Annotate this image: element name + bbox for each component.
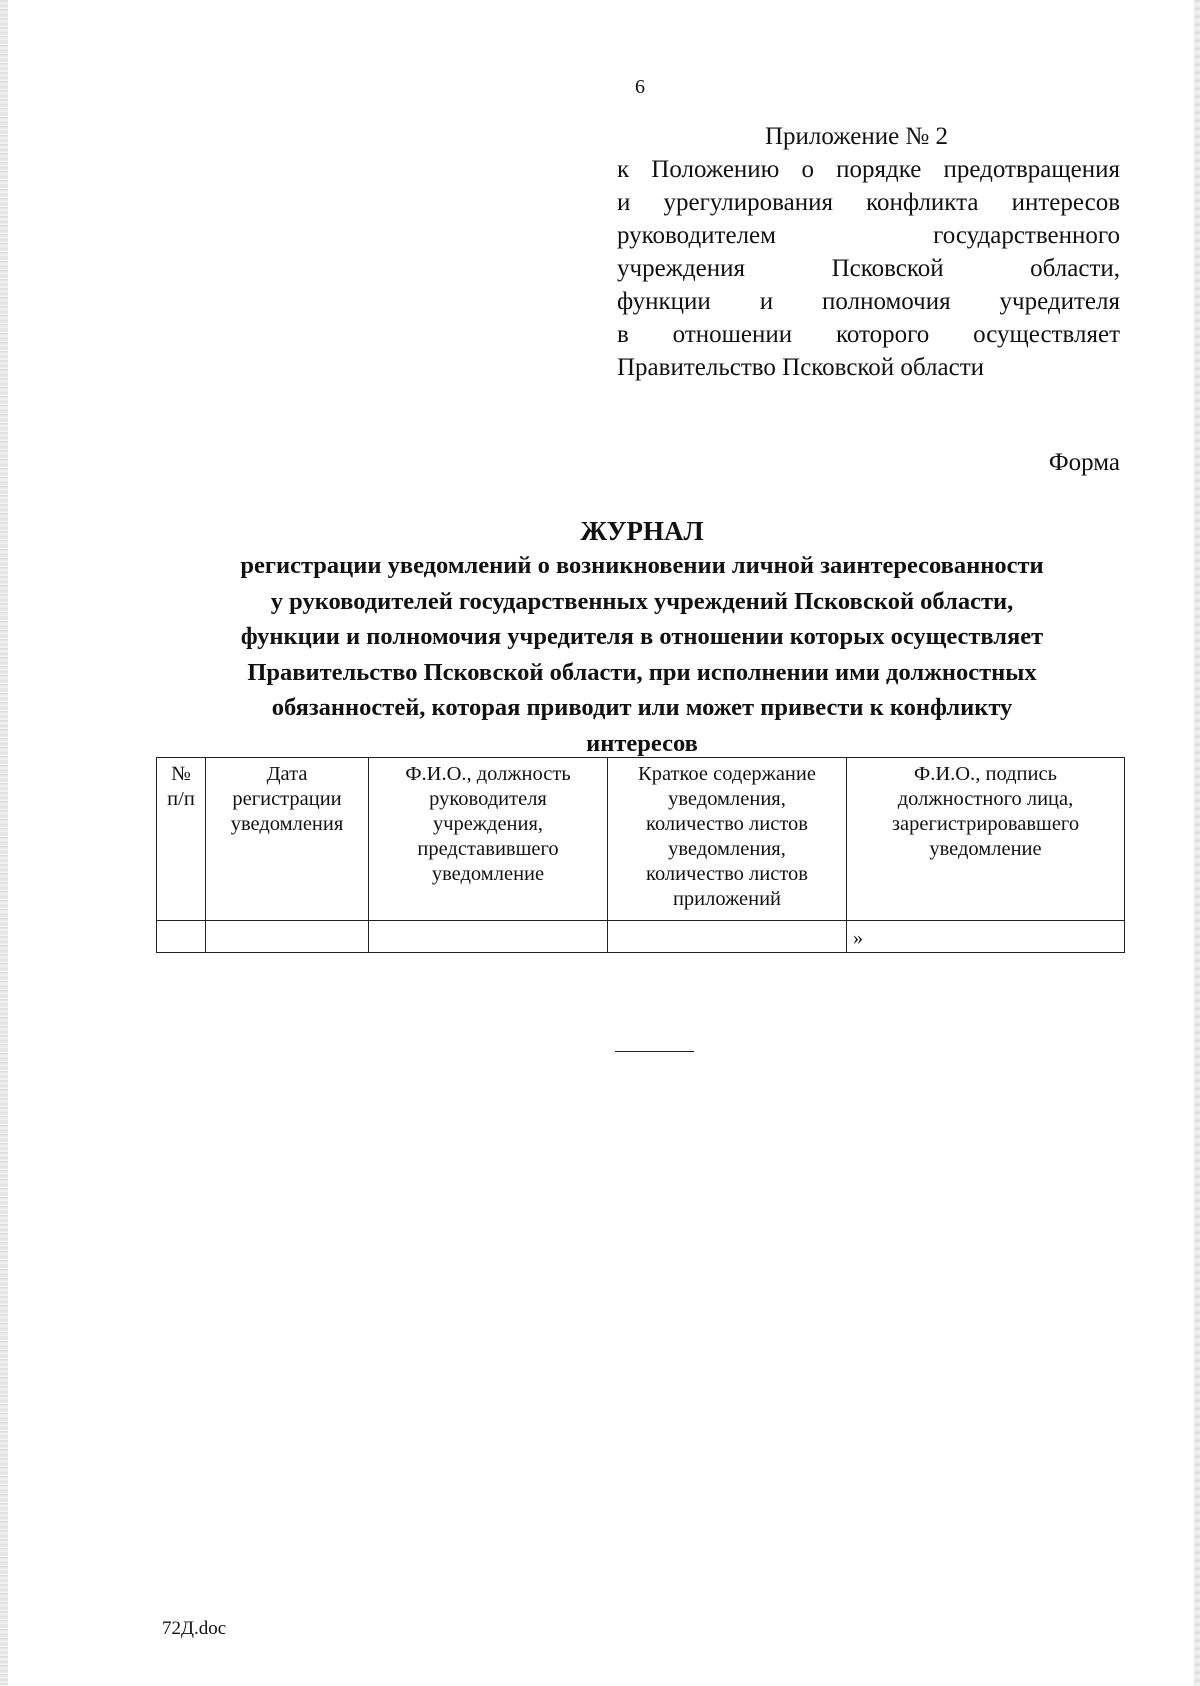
annex-title: Приложение № 2 <box>765 123 949 150</box>
header-cell-head-name <box>369 758 608 921</box>
closing-quote-mark: » <box>853 927 863 949</box>
journal-subtitle-line: Правительство Псковской области, при исполнении ими должностных <box>247 658 1037 686</box>
header-line: уведомления, <box>668 788 786 810</box>
header-line: представившего <box>417 838 559 860</box>
header-line: уведомления <box>230 813 344 835</box>
journal-subtitle-line: функции и полномочия учредителя в отношении которых осуществляет <box>240 623 1044 650</box>
header-line: п/п <box>167 788 195 810</box>
annex-line: учреждения Псковской области, <box>617 255 1120 282</box>
header-line: Ф.И.О., подпись <box>914 763 1057 785</box>
table-row <box>157 921 1125 953</box>
table-cell <box>206 921 369 953</box>
annex-line: функции и полномочия учредителя <box>617 288 1120 315</box>
journal-heading <box>150 514 1134 761</box>
file-name-footer: 72Д.doc <box>162 1618 227 1639</box>
table-header-row <box>157 758 1125 921</box>
header-line: уведомления, <box>668 838 786 860</box>
header-line: количество листов <box>646 863 808 885</box>
header-line: зарегистрировавшего <box>891 813 1080 835</box>
header-line: руководителя <box>429 788 547 810</box>
header-line: должностного лица, <box>897 788 1074 810</box>
journal-subtitle-line: регистрации уведомлений о возникновении личной заинтересованности <box>240 552 1044 579</box>
journal-subtitle-line: интересов <box>586 729 698 757</box>
header-line: регистрации <box>232 788 342 810</box>
annex-line: и урегулирования конфликта интересов <box>617 189 1120 216</box>
annex-line: в отношении которого осуществляет <box>617 321 1120 348</box>
closing-rule <box>615 1051 694 1052</box>
header-line: уведомление <box>929 838 1042 860</box>
header-cell-number <box>157 758 206 921</box>
header-line: приложений <box>672 888 782 910</box>
table-cell <box>369 921 608 953</box>
scan-edge-right <box>1194 0 1200 1686</box>
header-line: Краткое содержание <box>638 763 816 785</box>
journal-subtitle-line: у руководителей государственных учреждений Псковской области, <box>270 587 1014 615</box>
table-cell <box>157 921 206 953</box>
journal-subtitle-line: обязанностей, которая приводит или может привести к конфликту <box>271 694 1013 721</box>
form-label: Форма <box>1048 449 1120 476</box>
header-line: учреждения, <box>432 813 544 835</box>
page-number: 6 <box>635 76 645 98</box>
header-line: количество листов <box>646 813 808 835</box>
register-table <box>156 757 1125 953</box>
header-line: Дата <box>266 763 308 785</box>
header-cell-registrar <box>847 758 1125 921</box>
header-line: № <box>171 763 191 785</box>
journal-title: ЖУРНАЛ <box>580 516 704 546</box>
header-cell-summary <box>608 758 847 921</box>
annex-block <box>617 120 1120 384</box>
header-cell-date <box>206 758 369 921</box>
annex-line: к Положению о порядке предотвращения <box>617 156 1120 183</box>
table-cell <box>608 921 847 953</box>
scan-edge-left <box>0 0 8 1686</box>
header-line: Ф.И.О., должность <box>405 763 571 785</box>
annex-line: руководителем государственного <box>617 222 1120 249</box>
annex-line: Правительство Псковской области <box>617 354 984 381</box>
header-line: уведомление <box>431 863 545 885</box>
table-cell <box>847 921 1125 953</box>
